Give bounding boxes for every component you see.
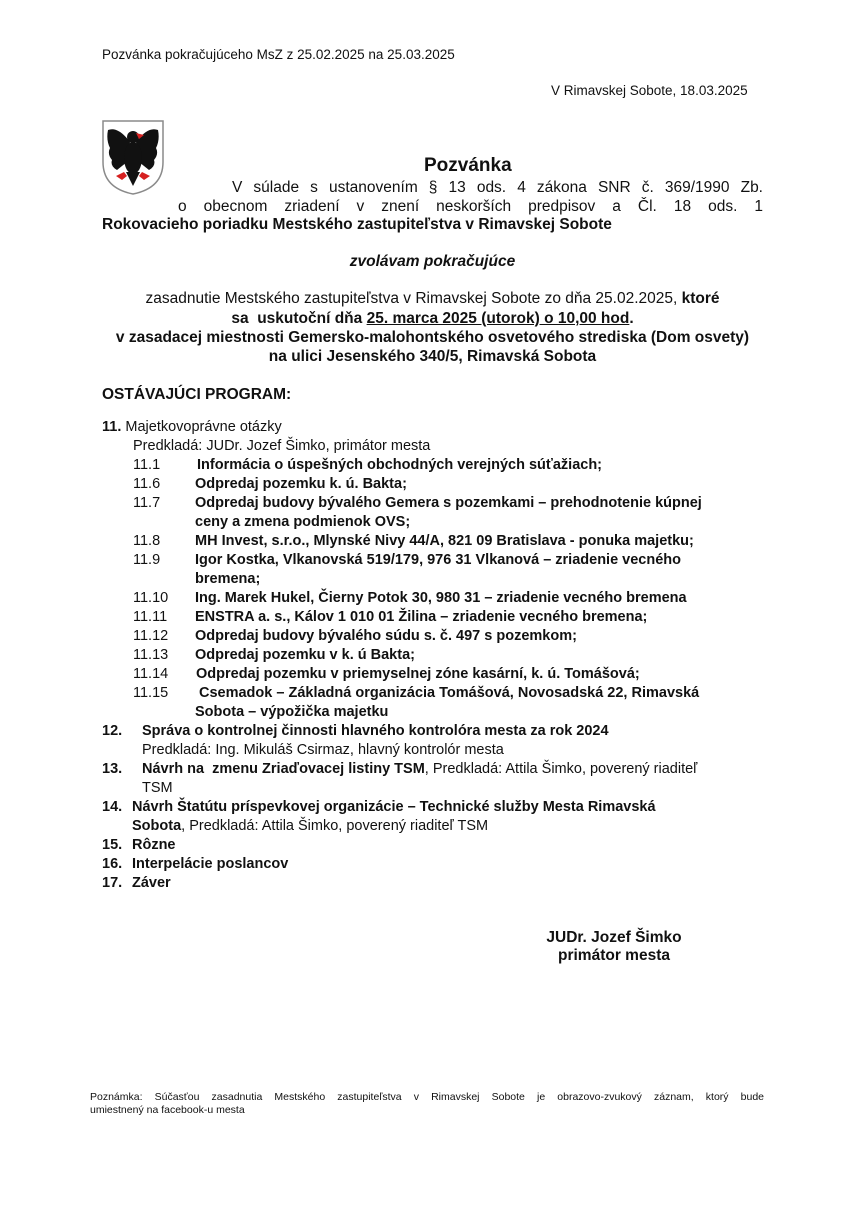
subitem-text-cont: ceny a zmena podmienok OVS; [195,514,411,530]
coat-of-arms-icon [100,118,166,196]
item-text: Návrh na zmenu Zriaďovacej listiny TSM [142,761,425,777]
item-text: Rôzne [132,837,176,853]
meeting-line-2 [102,310,763,328]
item-number: 12. [102,723,123,739]
item-title: Majetkovoprávne otázky [125,419,282,435]
intro-line-3: Rokovacieho poriadku Mestského zastupiteľstva v Rimavskej Sobote [102,216,612,233]
item-number: 15. [102,837,123,853]
item-text: Záver [132,875,171,891]
item-text-cont: Sobota [132,818,182,834]
meeting-date-time: 25. marca 2025 (utorok) o 10,00 hod [366,310,630,327]
signature-role: primátor mesta [558,947,670,964]
subitem-number: 11.11 [133,609,168,625]
signature-name: JUDr. Jozef Šimko [546,929,682,946]
subitem-number: 11.10 [133,590,169,606]
item-11-presenter: Predkladá: JUDr. Jozef Šimko, primátor mesta [133,438,431,454]
subitem-text: Igor Kostka, Vlkanovská 519/179, 976 31 Vlkanová – zriadenie vecného [195,552,682,568]
meeting-line-2-b: dňa [334,310,363,327]
subitem-number: 11.8 [133,533,161,549]
meeting-line-2-a: sa uskutoční [231,310,331,327]
subitem-text: Odpredaj budovy bývalého súdu s. č. 497 s pozemkom; [195,628,577,644]
subitem-number: 11.14 [133,666,169,682]
subitem-text-cont: bremena; [195,571,261,587]
subitem-text: Ing. Marek Hukel, Čierny Potok 30, 980 31 – zriadenie vecného bremena [195,590,687,606]
subitem-number: 11.13 [133,647,169,663]
program-item-11 [102,419,282,435]
item-line [142,761,697,777]
meeting-line-1-bold: ktoré [681,290,720,307]
invitation-title: Pozvánka [424,155,512,176]
meeting-line-3: v zasadacej miestnosti Gemersko-malohontského osvetového strediska (Dom osvety) [115,329,750,346]
item-line-2 [132,818,488,834]
subitem-text: Odpredaj pozemku k. ú. Bakta; [195,476,407,492]
subitem-number: 11.1 [133,457,161,473]
subitem-number: 11.6 [133,476,161,492]
intro-line-2: o obecnom zriadení v znení neskorších predpisov a Čl. 18 ods. 1 [178,198,763,215]
item-text: Návrh Štatútu príspevkovej organizácie – Technické služby Mesta Rimavská [132,799,656,815]
subitem-number: 11.15 [133,685,169,701]
subitem-text: Odpredaj budovy bývalého Gemera s pozemkami – prehodnotenie kúpnej [195,495,702,511]
item-number: 13. [102,761,123,777]
subitem-text: MH Invest, s.r.o., Mlynské Nivy 44/A, 821 09 Bratislava - ponuka majetku; [195,533,694,549]
subitem-text: Informácia o úspešných obchodných verejných súťažiach; [197,457,603,473]
meeting-line-2-d: . [629,310,634,327]
item-number: 16. [102,856,123,872]
convene-text: zvolávam pokračujúce [349,253,516,270]
footer-note-line-2: umiestnený na facebook-u mesta [90,1104,245,1116]
meeting-line-1 [102,290,763,308]
subitem-text-cont: Sobota – výpožička majetku [195,704,389,720]
item-number: 14. [102,799,123,815]
item-presenter: Predkladá: Ing. Mikuláš Csirmaz, hlavný kontrolór mesta [142,742,504,758]
item-number: 11. [102,419,122,435]
subitem-text: Odpredaj pozemku v priemyselnej zóne kasární, k. ú. Tomášová; [196,666,640,682]
item-presenter: , Predkladá: Attila Šimko, poverený riaditeľ [424,761,698,777]
subitem-text: Odpredaj pozemku v k. ú Bakta; [195,647,415,663]
program-heading: OSTÁVAJÚCI PROGRAM: [102,386,292,403]
item-number: 17. [102,875,123,891]
subitem-number: 11.12 [133,628,169,644]
document-reference: Pozvánka pokračujúceho MsZ z 25.02.2025 na 25.03.2025 [102,47,455,62]
subitem-text: ENSTRA a. s., Kálov 1 010 01 Žilina – zriadenie vecného bremena; [195,609,648,625]
subitem-number: 11.7 [133,495,161,511]
subitem-text: Csemadok – Základná organizácia Tomášová, Novosadská 22, Rimavská [199,685,700,701]
item-text: Správa o kontrolnej činnosti hlavného kontrolóra mesta za rok 2024 [142,723,609,739]
place-and-date: V Rimavskej Sobote, 18.03.2025 [551,83,748,98]
intro-line-1: V súlade s ustanovením § 13 ods. 4 zákona SNR č. 369/1990 Zb. [232,179,763,196]
item-text-cont: TSM [142,780,173,796]
item-presenter: , Predkladá: Attila Šimko, poverený riaditeľ TSM [181,818,489,834]
meeting-line-1-text: zasadnutie Mestského zastupiteľstva v Rimavskej Sobote zo dňa 25.02.2025, [145,290,678,307]
subitem-number: 11.9 [133,552,161,568]
meeting-line-4: na ulici Jesenského 340/5, Rimavská Sobota [268,348,597,365]
footer-note-line-1: Poznámka: Súčasťou zasadnutia Mestského zastupiteľstva v Rimavskej Sobote je obrazovo-zvukový záznam, ktorý bude [90,1091,764,1103]
item-text: Interpelácie poslancov [132,856,289,872]
